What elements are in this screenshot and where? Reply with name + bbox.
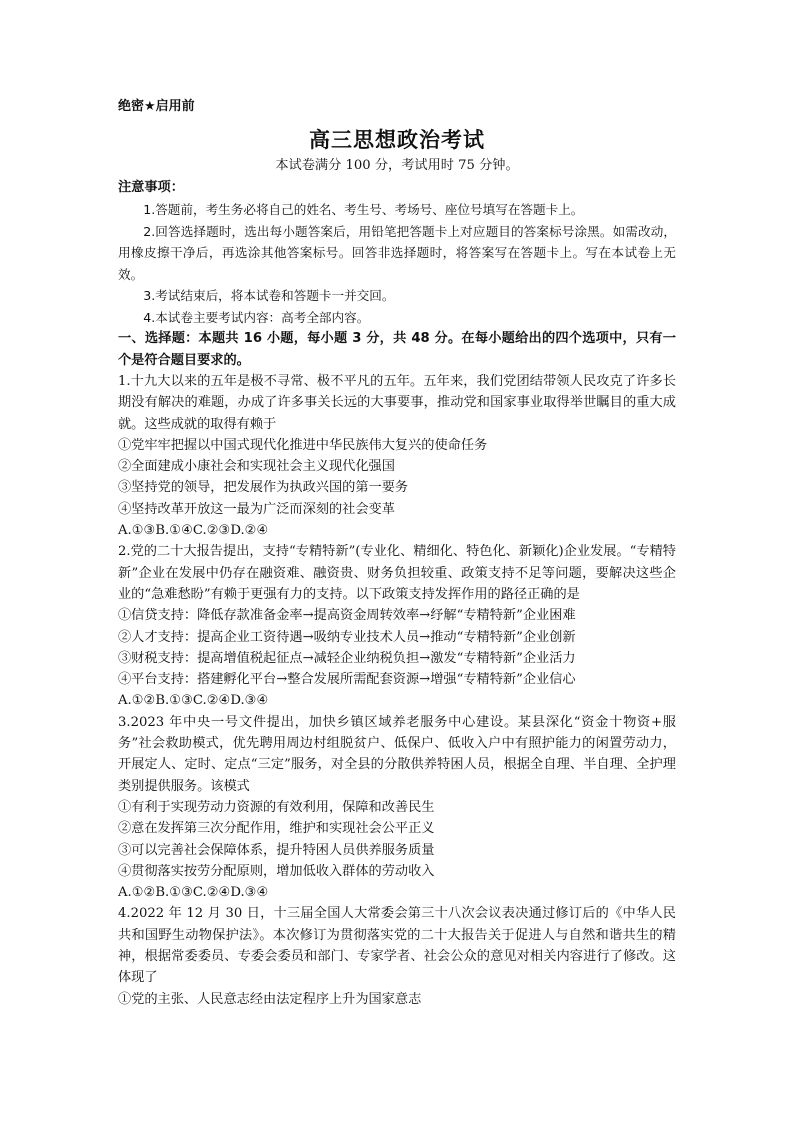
notice-item: 4.本试卷主要考试内容：高考全部内容。 bbox=[143, 309, 370, 325]
question-option: ①有利于实现劳动力资源的有效利用，保障和改善民生 bbox=[118, 799, 435, 815]
exam-title: 高三思想政治考试 bbox=[309, 128, 485, 152]
notice-heading: 注意事项： bbox=[118, 180, 184, 195]
question-option: ③坚持党的领导，把发展作为执政兴国的第一要务 bbox=[118, 480, 409, 496]
question-4 bbox=[118, 903, 676, 1009]
notice-item: 1.答题前，考生务必将自己的姓名、考生号、考场号、座位号填写在答题卡上。 bbox=[143, 202, 584, 217]
question-option: ②人才支持：提高企业工资待遇→吸纳专业技术人员→推动“专精特新”企业创新 bbox=[118, 629, 576, 645]
notice-item: 2.回答选择题时，选出每小题答案后，用铅笔把答题卡上对应题目的答案标号涂黑。如需改动，用橡皮擦干净后，再选涂其他答案标号。回答非选择题时，将答案写在答题卡上。写在本试卷上无效。 bbox=[118, 223, 676, 282]
question-stem: 3.2023 年中央一号文件提出，加快乡镇区域养老服务中心建设。某县深化“资金十物资+服务”社会救助模式，优先聘用周边村组脱贫户、低保户、低收入户中有照护能力的闲置劳动力，开展定人、定时、定点“三定”服务，对全县的分散供养特困人员，根据全自理、半自理、全护理类别提供服务。该模式 bbox=[118, 714, 676, 794]
question-option: ④贯彻落实按劳分配原则，增加低收入群体的劳动收入 bbox=[118, 863, 435, 879]
section-heading: 一、选择题：本题共 16 小题，每小题 3 分，共 48 分。在每小题给出的四个选项中，只有一个是符合题目要求的。 bbox=[118, 331, 676, 368]
question-stem: 1.十九大以来的五年是极不寻常、极不平凡的五年。五年来，我们党团结带领人民攻克了许多长期没有解决的难题，办成了许多事关长远的大事要事，推动党和国家事业取得举世瞩目的重大成就。这些成就的取得有赖于 bbox=[118, 374, 676, 432]
question-2 bbox=[118, 541, 676, 711]
question-stem: 4.2022 年 12 月 30 日，十三届全国人大常委会第三十八次会议表决通过修订后的《中华人民共和国野生动物保护法》。本次修订为贯彻落实党的二十大报告关于促进人与自然和谐共生的精神，根据常委委员、专委会委员和部门、专家学者、社会公众的意见对相关内容进行了修改。这体现了 bbox=[118, 906, 676, 986]
question-option: ③财税支持：提高增值税起征点→减轻企业纳税负担→激发“专精特新”企业活力 bbox=[118, 650, 576, 666]
question-option: ④坚持改革开放这一最为广泛而深刻的社会变革 bbox=[118, 501, 395, 517]
question-option: ①信贷支持：降低存款准备金率→提高资金周转效率→纾解“专精特新”企业困难 bbox=[118, 608, 576, 624]
notice-item: 3.考试结束后，将本试卷和答题卡一并交回。 bbox=[143, 288, 395, 303]
question-3 bbox=[118, 712, 676, 904]
question-1 bbox=[118, 371, 676, 541]
question-stem: 2.党的二十大报告提出，支持“专精特新”(专业化、精细化、特色化、新颖化)企业发展。“专精特新”企业在发展中仍存在融资难、融资贵、财务负担较重、政策支持不足等问题，要解决这些企业的“急难愁盼”有赖于更强有力的支持。以下政策支持发挥作用的路径正确的是 bbox=[118, 544, 676, 602]
exam-subtitle: 本试卷满分 100 分，考试用时 75 分钟。 bbox=[275, 158, 519, 173]
question-option: ①党牢牢把握以中国式现代化推进中华民族伟大复兴的使命任务 bbox=[118, 437, 488, 453]
question-option: ④平台支持：搭建孵化平台→整合发展所需配套资源→增强“专精特新”企业信心 bbox=[118, 672, 576, 688]
secret-mark: 绝密★启用前 bbox=[118, 99, 195, 114]
notice-block bbox=[118, 177, 676, 328]
answer-choices: A.①③B.①④C.②③D.②④ bbox=[118, 523, 269, 539]
question-option: ②意在发挥第三次分配作用，维护和实现社会公平正义 bbox=[118, 821, 435, 837]
answer-choices: A.①②B.①③C.②④D.③④ bbox=[118, 885, 269, 901]
page-content bbox=[118, 97, 676, 1010]
question-option: ①党的主张、人民意志经由法定程序上升为国家意志 bbox=[118, 991, 422, 1007]
answer-choices: A.①②B.①③C.②④D.③④ bbox=[118, 693, 269, 709]
question-option: ②全面建成小康社会和实现社会主义现代化强国 bbox=[118, 459, 395, 475]
question-option: ③可以完善社会保障体系，提升特困人员供养服务质量 bbox=[118, 842, 435, 858]
